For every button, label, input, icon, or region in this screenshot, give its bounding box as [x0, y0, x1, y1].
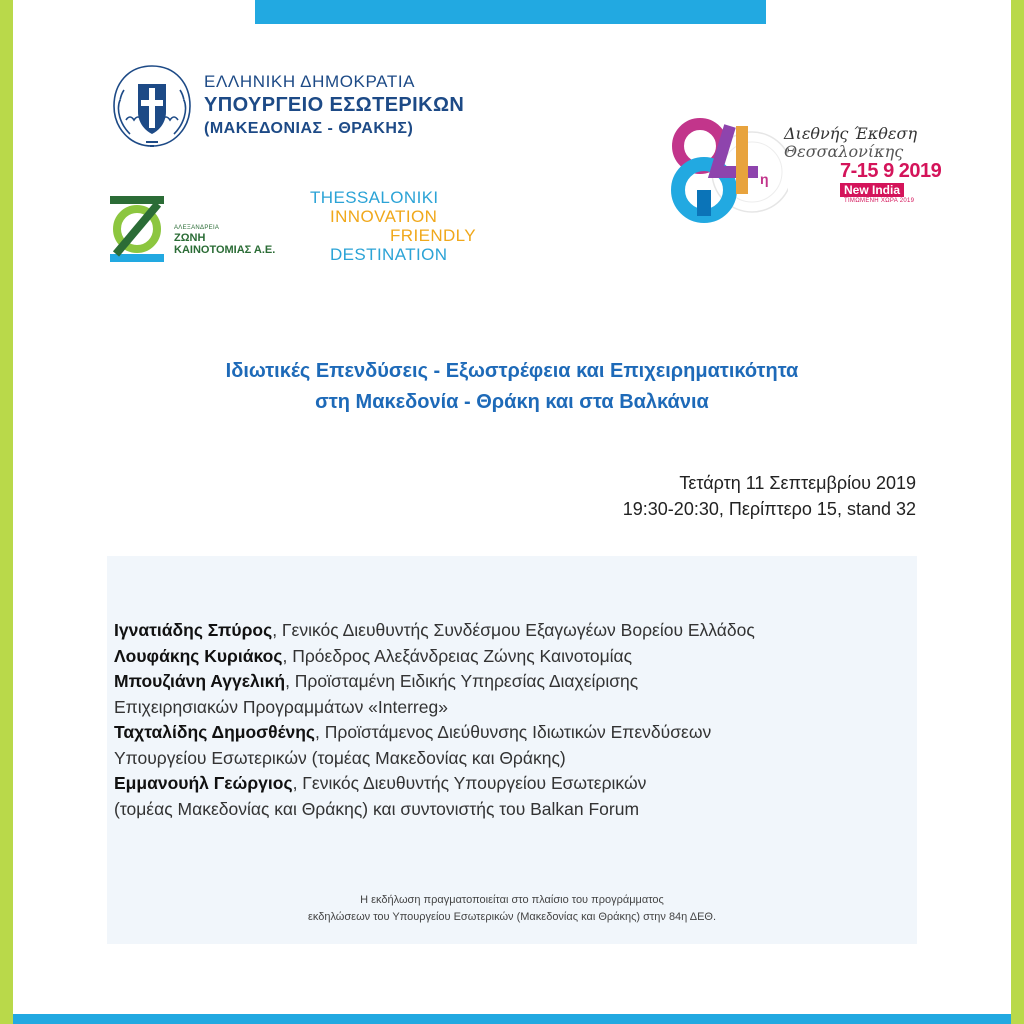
expo-suffix: η — [760, 171, 769, 187]
zone-label: ΖΩΝΗ — [174, 232, 206, 244]
speaker-item: Μπουζιάνη Αγγελική, Προϊσταμένη Ειδικής Υπηρεσίας Διαχείρισης — [114, 671, 639, 691]
84th-tif-logo-icon — [668, 116, 788, 226]
event-title-line-2: στη Μακεδονία - Θράκη και στα Βαλκάνια — [315, 391, 709, 413]
event-note — [107, 892, 917, 926]
expo-dates: 7-15 9 2019 — [840, 160, 942, 182]
speaker-item: Ιγνατιάδης Σπύρος, Γενικός Διευθυντής Συνδέσμου Εξαγωγέων Βορείου Ελλάδος — [114, 620, 755, 640]
speaker-item: Λουφάκης Κυριάκος, Πρόεδρος Αλεξάνδρειας Ζώνης Καινοτομίας — [114, 645, 633, 666]
speaker-name: Μπουζιάνη Αγγελική — [114, 671, 286, 691]
speaker-role-continued: (τομέας Μακεδονίας και Θράκης) και συντονιστής του Balkan Forum — [114, 798, 640, 819]
top-accent-bar — [255, 0, 766, 24]
speaker-role-continued: Επιχειρησιακών Προγραμμάτων «Interreg» — [114, 696, 448, 717]
expo-title-2: Θεσσαλονίκης — [784, 142, 904, 161]
speaker-item: Εμμανουήλ Γεώργιος, Γενικός Διευθυντής Υπουργείου Εσωτερικών — [114, 773, 647, 793]
event-note-line-2: εκδηλώσεων του Υπουργείου Εσωτερικών (Μακεδονίας και Θράκης) στην 84η ΔΕΘ. — [307, 911, 717, 923]
speaker-role: Γενικός Διευθυντής Υπουργείου Εσωτερικών — [302, 773, 647, 793]
speaker-item: Ταχταλίδης Δημοσθένης, Προϊστάμενος Διεύθυνσης Ιδιωτικών Επενδύσεων — [114, 722, 712, 742]
thessaloniki-innovation-logo — [310, 188, 500, 264]
event-note-line-1: Η εκδήλωση πραγματοποιείται στο πλαίσιο του προγράμματος — [360, 894, 664, 906]
expo-honoured-label: ΤΙΜΩΜΕΝΗ ΧΩΡΑ 2019 — [844, 198, 915, 204]
event-time-place: 19:30-20:30, Περίπτερο 15, stand 32 — [622, 499, 916, 519]
ministry-region: (ΜΑΚΕΔΟΝΙΑΣ - ΘΡΑΚΗΣ) — [204, 120, 414, 137]
republic-label: ΕΛΛΗΝΙΚΗ ΔΗΜΟΚΡΑΤΙΑ — [204, 72, 416, 91]
event-schedule — [623, 470, 916, 522]
speakers-panel — [107, 556, 917, 944]
speaker-role-continued: Υπουργείου Εσωτερικών (τομέας Μακεδονίας και Θράκης) — [114, 747, 566, 768]
event-title — [60, 356, 964, 418]
greek-coat-of-arms-icon — [106, 60, 198, 152]
ministry-name: ΥΠΟΥΡΓΕΙΟ ΕΣΩΤΕΡΙΚΩΝ — [204, 94, 465, 116]
expo-logo-block — [668, 116, 948, 226]
alexandria-zone-logo-icon — [108, 194, 166, 264]
tif-line-3: FRIENDLY — [390, 226, 477, 245]
tif-line-4: DESTINATION — [330, 245, 448, 264]
speakers-list — [114, 618, 914, 822]
speaker-name: Ιγνατιάδης Σπύρος — [114, 620, 273, 640]
event-title-line-1: Ιδιωτικές Επενδύσεις - Εξωστρέφεια και Επιχειρηματικότητα — [225, 360, 799, 382]
zone-company-label: ΚΑΙΝΟΤΟΜΙΑΣ Α.Ε. — [174, 244, 276, 256]
tif-line-2: INNOVATION — [330, 207, 438, 226]
tif-line-1: THESSALONIKI — [310, 188, 439, 207]
speaker-name: Εμμανουήλ Γεώργιος — [114, 773, 293, 793]
ministry-logo-block — [106, 60, 526, 160]
innovation-zone-logo — [108, 194, 298, 266]
event-date: Τετάρτη 11 Σεπτεμβρίου 2019 — [679, 473, 916, 493]
zone-city-label: ΑΛΕΞΑΝΔΡΕΙΑ — [174, 225, 220, 231]
speaker-role: Προϊστάμενος Διεύθυνσης Ιδιωτικών Επενδύσεων — [324, 722, 712, 742]
speaker-name: Ταχταλίδης Δημοσθένης — [114, 722, 316, 742]
speaker-role: Πρόεδρος Αλεξάνδρειας Ζώνης Καινοτομίας — [292, 645, 633, 666]
speaker-role: Γενικός Διευθυντής Συνδέσμου Εξαγωγέων Βορείου Ελλάδος — [281, 620, 755, 640]
expo-title-1: Διεθνής Έκθεση — [784, 124, 918, 143]
speaker-name: Λουφάκης Κυριάκος — [114, 645, 283, 666]
speaker-role: Προϊσταμένη Ειδικής Υπηρεσίας Διαχείρισης — [294, 671, 639, 691]
expo-honoured-country: New India — [840, 183, 904, 197]
bottom-accent-bar — [13, 1014, 1011, 1024]
